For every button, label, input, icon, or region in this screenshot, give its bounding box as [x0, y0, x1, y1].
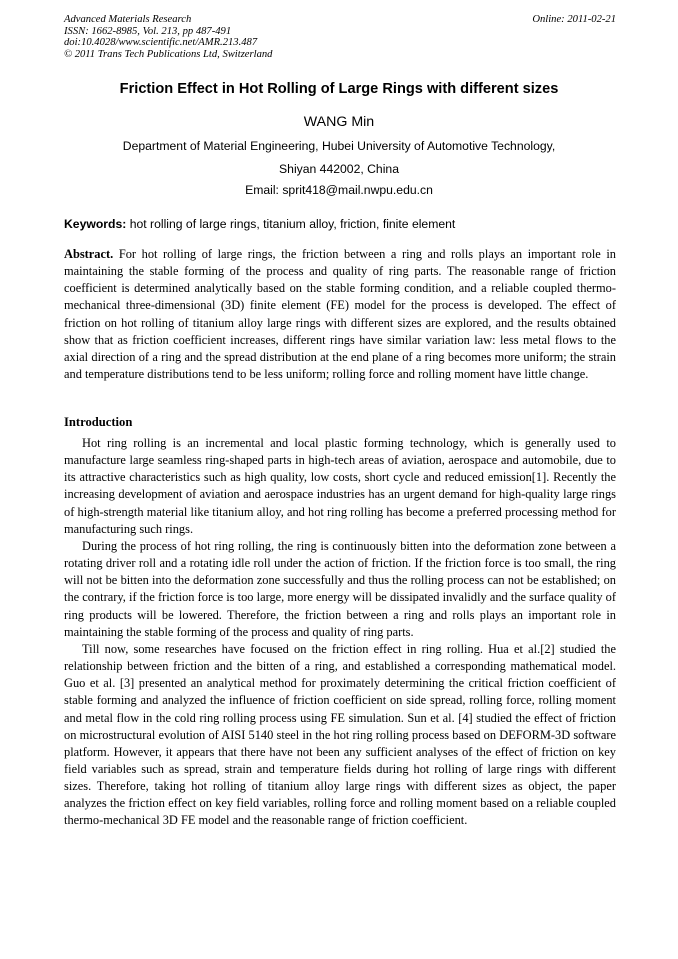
- doi-line: doi:10.4028/www.scientific.net/AMR.213.487: [64, 37, 258, 49]
- introduction-heading: Introduction: [64, 415, 133, 429]
- keywords-label: Keywords:: [64, 217, 127, 231]
- keywords: [64, 216, 616, 232]
- intro-paragraph: Till now, some researches have focused on the friction effect in ring rolling. Hua et al.[2] studied the relationship between friction and the bitten of a ring, and established a corresponding mathematical model. Guo et al. [3] presented an analytical method for proximately determining the critical friction coefficient of stable forming and analyzed the influence of friction coefficient on side spread, rolling force, rolling moment and metal flow in the cold ring rolling process using FE simulation. Sun et al. [4] studied the effect of friction on microstructural evolution of AISI 5140 steel in the hot ring rolling process based on DEFORM-3D software platform. However, it appears that there have not been any sufficient analyses of the effect of friction on key field variables such as spread, strain and temperature fields during hot rolling of large rings with different sizes. Therefore, taking hot rolling of titanium alloy large rings with different sizes as object, the paper analyzes the friction effect on key field variables, rolling force and rolling moment based on a reliable coupled thermo-mechanical 3D FE model and the reasonable range of friction coefficient.: [64, 641, 616, 828]
- intro-paragraph: During the process of hot ring rolling, the ring is continuously bitten into the deformation zone between a rotating driver roll and a rotating idle roll under the action of friction. If the friction force is too small, the ring will not be bitten into the deformation zone successfully and thus the rolling process can not be established; on the contrary, if the friction force is too large, more energy will be dissipated invalidly and the surface quality of ring products will be lowered. Therefore, the friction between a ring and rolls plays an important role in maintaining the stable forming of the process and quality of ring parts.: [64, 538, 616, 639]
- author-name: WANG Min: [303, 114, 375, 130]
- intro-paragraph: Hot ring rolling is an incremental and local plastic forming technology, which is generally used to manufacture large seamless ring-shaped parts in high-tech areas of aviation, aerospace and automobile, due to its attractive characteristics such as high quality, low costs, short cycle and reduced emission[1]. Recently the increasing development of aviation and aerospace industries has an urgent demand for high-quality large rings of high-strength material like titanium alloy, and hot ring rolling has become a preferred processing method for manufacturing such rings.: [64, 436, 616, 536]
- abstract: [64, 246, 616, 383]
- journal-header: [64, 14, 616, 60]
- keywords-text: hot rolling of large rings, titanium alloy, friction, finite element: [126, 217, 456, 231]
- introduction-body: [64, 435, 616, 830]
- abstract-text: For hot rolling of large rings, the friction between a ring and rolls plays an important role in maintaining the stable forming of the process and quality of ring parts. The reasonable range of friction coefficient is determined analytically based on the stable forming condition, and a reliable coupled thermo-mechanical three-dimensional (3D) finite element (FE) model for the process is developed. The effect of friction on hot rolling of titanium alloy large rings with different sizes are explored, and the results obtained show that as friction coefficient increases, different rings have similar variation law: less metal flows to the axial direction of a ring and the spread distribution at the end plane of a ring becomes more uniform; the strain and temperature distributions tend to be less uniform; rolling force and rolling moment have little change.: [64, 247, 616, 382]
- abstract-label: Abstract.: [64, 247, 114, 261]
- author-email: Email: sprit418@mail.nwpu.edu.cn: [245, 183, 433, 197]
- affiliation-line-1: Department of Material Engineering, Hubei University of Automotive Technology,: [122, 139, 556, 153]
- copyright-line: © 2011 Trans Tech Publications Ltd, Switzerland: [64, 48, 273, 60]
- affiliation-line-2: Shiyan 442002, China: [279, 162, 399, 176]
- issn-line: ISSN: 1662-8985, Vol. 213, pp 487-491: [64, 25, 232, 37]
- online-date: Online: 2011-02-21: [532, 14, 616, 25]
- journal-name: Advanced Materials Research: [64, 14, 192, 25]
- paper-title: Friction Effect in Hot Rolling of Large Rings with different sizes: [119, 81, 559, 97]
